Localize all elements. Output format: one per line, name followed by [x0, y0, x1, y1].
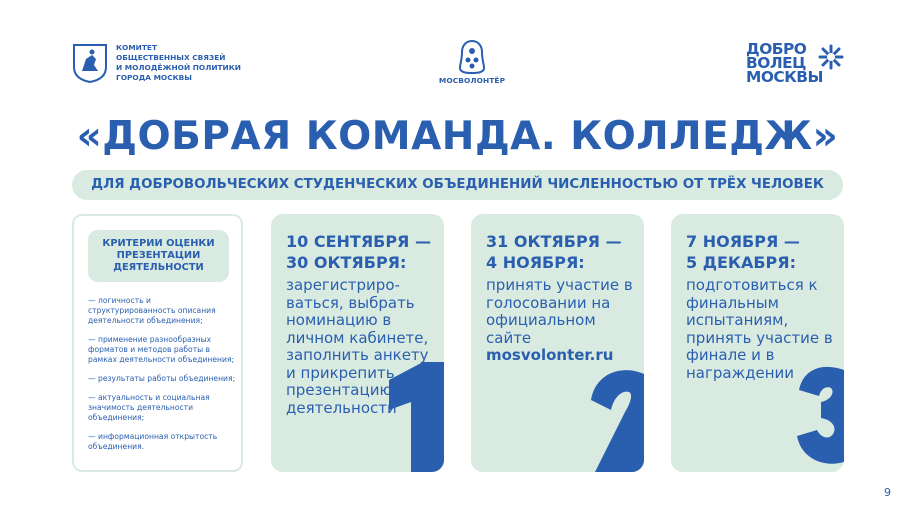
mosvolonter-logo: [437, 40, 507, 90]
criteria-item: — актуальность и социальная значимость деятельности объединения;: [88, 393, 210, 422]
moscow-crest-icon: [72, 43, 108, 83]
step-card-3: [671, 214, 844, 472]
mosvolonter-label: МОСВОЛОНТЁР: [438, 76, 506, 85]
dobro-line-1: ДОБРО: [746, 40, 807, 58]
criteria-list: [88, 296, 238, 461]
step-2-date: 31 ОКТЯБРЯ — 4 НОЯБРЯ:: [486, 232, 622, 272]
dobrovolets-logo: [746, 42, 856, 88]
dobro-line-3: МОСКВЫ: [746, 68, 823, 86]
page-title: «ДОБРАЯ КОМАНДА. КОЛЛЕДЖ»: [76, 114, 839, 159]
step-card-1: [271, 214, 444, 472]
page-subtitle: ДЛЯ ДОБРОВОЛЬЧЕСКИХ СТУДЕНЧЕСКИХ ОБЪЕДИНЕНИЙ ЧИСЛЕННОСТЬЮ ОТ ТРЁХ ЧЕЛОВЕК: [72, 170, 843, 200]
page-number: 9: [884, 486, 891, 499]
mosvolonter-emblem-icon: [459, 40, 485, 74]
criteria-heading: КРИТЕРИИ ОЦЕНКИ ПРЕЗЕНТАЦИИ ДЕЯТЕЛЬНОСТИ: [88, 230, 229, 282]
star-burst-icon: [818, 44, 844, 70]
criteria-item: — применение разнообразных форматов и методов работы в рамках деятельности объединения;: [88, 335, 235, 364]
criteria-item: — логичность и структурированность описания деятельности объединения;: [88, 296, 216, 325]
step-card-2: [471, 214, 644, 472]
step-3-date: 7 НОЯБРЯ — 5 ДЕКАБРЯ:: [686, 232, 800, 272]
committee-name: КОМИТЕТ ОБЩЕСТВЕННЫХ СВЯЗЕЙ И МОЛОДЁЖНОЙ ПОЛИТИКИ ГОРОДА МОСКВЫ: [116, 43, 241, 82]
mosvolonter-link[interactable]: mosvolonter.ru: [486, 346, 614, 364]
step-2-description: принять участие в голосовании на официальном сайте mosvolonter.ru: [486, 276, 633, 364]
step-1-date: 10 СЕНТЯБРЯ — 30 ОКТЯБРЯ:: [286, 232, 431, 272]
step-3-description: подготовиться к финальным испытаниям, принять участие в финале и в награждении: [686, 276, 833, 382]
criteria-item: — результаты работы объединения;: [88, 374, 236, 383]
committee-logo: [72, 43, 272, 85]
dobro-line-2: ВОЛЕЦ: [746, 54, 806, 72]
step-1-description: зарегистриро-ваться, выбрать номинацию в личном кабинете, заполнить анкету и прикрепить презентацию деятельности: [286, 276, 429, 417]
criteria-card: [72, 214, 243, 472]
criteria-item: — информационная открытость объединения.: [88, 432, 218, 451]
